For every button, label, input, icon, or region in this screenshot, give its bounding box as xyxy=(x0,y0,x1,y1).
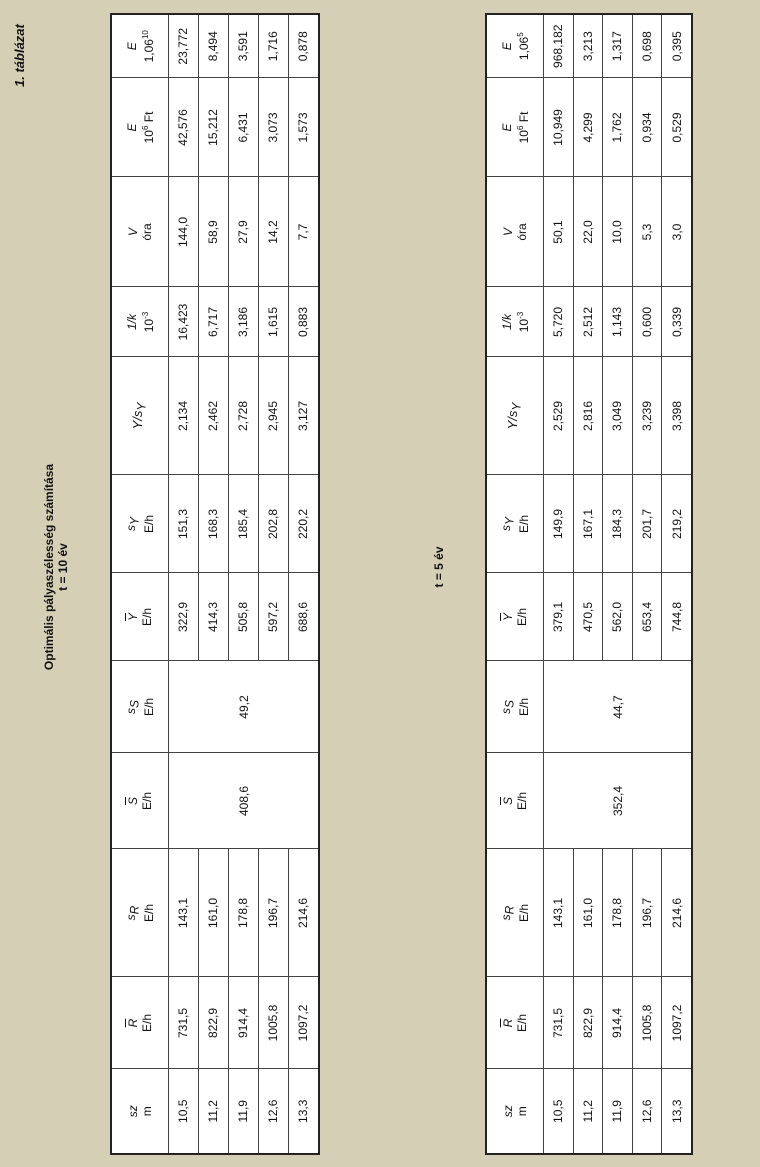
header-e-ft: E $10^6$ Ft xyxy=(111,78,169,177)
cell-s-y: 220,2 xyxy=(288,475,319,573)
cell-y-bar: 653,4 xyxy=(632,573,662,661)
cell-r-bar: 914,4 xyxy=(603,977,633,1069)
cell-s-y: 219,2 xyxy=(662,475,693,573)
cell-e-ratio: 0,878 xyxy=(288,14,319,78)
table-row xyxy=(662,14,693,1154)
cell-ratio: 2,462 xyxy=(198,357,228,475)
cell-inv-k: 5,720 xyxy=(544,287,574,357)
cell-r-bar: 1097,2 xyxy=(288,977,319,1069)
cell-r-bar: 731,5 xyxy=(544,977,574,1069)
table-t10 xyxy=(110,13,320,1155)
cell-inv-k: 6,717 xyxy=(198,287,228,357)
table-row xyxy=(198,14,228,1154)
cell-e-ft: 3,073 xyxy=(258,78,288,177)
header-r-bar: $\overline{R}$ E/h xyxy=(111,977,169,1069)
cell-e-ratio: 1,716 xyxy=(258,14,288,78)
cell-ratio: 3,239 xyxy=(632,357,662,475)
cell-s-r: 214,6 xyxy=(288,849,319,977)
cell-v: 22,0 xyxy=(573,177,603,287)
cell-s-y: 202,8 xyxy=(258,475,288,573)
cell-s-r: 178,8 xyxy=(603,849,633,977)
header-ratio: $Y/s_Y$ xyxy=(111,357,169,475)
cell-v: 58,9 xyxy=(198,177,228,287)
table1-header-row xyxy=(111,14,169,1154)
cell-r-bar: 731,5 xyxy=(169,977,199,1069)
cell-inv-k: 1,143 xyxy=(603,287,633,357)
header-s-s: $s_S$ E/h xyxy=(111,661,169,753)
table-row xyxy=(544,14,574,1154)
cell-s-r: 161,0 xyxy=(573,849,603,977)
header-s-r: $s_R$ E/h xyxy=(486,849,544,977)
cell-v: 10,0 xyxy=(603,177,633,287)
cell-ratio: 3,049 xyxy=(603,357,633,475)
cell-e-ratio: 23,772 xyxy=(169,14,199,78)
cell-v: 3,0 xyxy=(662,177,693,287)
cell-y-bar: 379,1 xyxy=(544,573,574,661)
cell-e-ratio: 8,494 xyxy=(198,14,228,78)
cell-e-ft: 0,529 xyxy=(662,78,693,177)
cell-ratio: 2,728 xyxy=(228,357,258,475)
table2-subtitle: t = 5 év xyxy=(432,546,446,588)
cell-sz: 12,6 xyxy=(632,1069,662,1154)
cell-e-ratio: 968,182 xyxy=(544,14,574,78)
table-row xyxy=(573,14,603,1154)
cell-s-r: 196,7 xyxy=(258,849,288,977)
cell-e-ratio: 0,698 xyxy=(632,14,662,78)
cell-y-bar: 744,8 xyxy=(662,573,693,661)
page-title: Optimális pályaszélesség számítása xyxy=(42,463,56,671)
table-row xyxy=(228,14,258,1154)
cell-s-y: 168,3 xyxy=(198,475,228,573)
cell-e-ft: 10,949 xyxy=(544,78,574,177)
cell-ratio: 2,945 xyxy=(258,357,288,475)
header-y-bar: $\overline{Y}$ E/h xyxy=(486,573,544,661)
cell-s-y: 149,9 xyxy=(544,475,574,573)
cell-e-ft: 42,576 xyxy=(169,78,199,177)
cell-s-r: 143,1 xyxy=(544,849,574,977)
cell-v: 27,9 xyxy=(228,177,258,287)
cell-ratio: 3,127 xyxy=(288,357,319,475)
cell-ratio: 2,816 xyxy=(573,357,603,475)
cell-r-bar: 1005,8 xyxy=(632,977,662,1069)
cell-s-s-merged: 44,7 xyxy=(544,661,693,753)
header-y-bar: $\overline{Y}$ E/h xyxy=(111,573,169,661)
cell-e-ft: 0,934 xyxy=(632,78,662,177)
cell-v: 14,2 xyxy=(258,177,288,287)
cell-sz: 10,5 xyxy=(544,1069,574,1154)
cell-sz: 13,3 xyxy=(662,1069,693,1154)
cell-y-bar: 470,5 xyxy=(573,573,603,661)
cell-s-s-merged: 49,2 xyxy=(169,661,320,753)
header-s-y: $s_Y$ E/h xyxy=(111,475,169,573)
cell-sz: 11,9 xyxy=(228,1069,258,1154)
table-row xyxy=(288,14,319,1154)
table-t5 xyxy=(485,13,693,1155)
header-s-s: $s_S$ E/h xyxy=(486,661,544,753)
table-row xyxy=(603,14,633,1154)
cell-sz: 13,3 xyxy=(288,1069,319,1154)
cell-s-y: 201,7 xyxy=(632,475,662,573)
table2-header-row xyxy=(486,14,544,1154)
header-s-bar: $\overline{S}$ E/h xyxy=(486,753,544,849)
cell-v: 5,3 xyxy=(632,177,662,287)
header-inv-k: 1/k $10^{-3}$ xyxy=(486,287,544,357)
cell-e-ft: 1,762 xyxy=(603,78,633,177)
header-sz: sz m xyxy=(111,1069,169,1154)
header-ratio: $Y/s_Y$ xyxy=(486,357,544,475)
cell-sz: 10,5 xyxy=(169,1069,199,1154)
cell-sz: 11,2 xyxy=(198,1069,228,1154)
cell-inv-k: 2,512 xyxy=(573,287,603,357)
cell-e-ratio: 1,317 xyxy=(603,14,633,78)
header-r-bar: $\overline{R}$ E/h xyxy=(486,977,544,1069)
header-inv-k: 1/k $10^{-3}$ xyxy=(111,287,169,357)
header-v: V óra xyxy=(486,177,544,287)
table1-subtitle: t = 10 év xyxy=(56,543,70,591)
cell-s-r: 214,6 xyxy=(662,849,693,977)
table-caption: 1. táblázat xyxy=(12,24,27,87)
cell-sz: 11,9 xyxy=(603,1069,633,1154)
cell-sz: 12,6 xyxy=(258,1069,288,1154)
cell-r-bar: 822,9 xyxy=(573,977,603,1069)
header-s-y: $s_Y$ E/h xyxy=(486,475,544,573)
cell-y-bar: 505,8 xyxy=(228,573,258,661)
cell-y-bar: 597,2 xyxy=(258,573,288,661)
cell-e-ft: 6,431 xyxy=(228,78,258,177)
cell-s-bar-merged: 408,6 xyxy=(169,753,320,849)
cell-s-y: 167,1 xyxy=(573,475,603,573)
cell-inv-k: 0,600 xyxy=(632,287,662,357)
header-v: V óra xyxy=(111,177,169,287)
cell-y-bar: 562,0 xyxy=(603,573,633,661)
cell-sz: 11,2 xyxy=(573,1069,603,1154)
table-row xyxy=(169,14,199,1154)
cell-e-ft: 15,212 xyxy=(198,78,228,177)
cell-r-bar: 914,4 xyxy=(228,977,258,1069)
cell-r-bar: 1005,8 xyxy=(258,977,288,1069)
cell-s-y: 184,3 xyxy=(603,475,633,573)
cell-e-ratio: 0,395 xyxy=(662,14,693,78)
cell-ratio: 2,529 xyxy=(544,357,574,475)
cell-inv-k: 1,615 xyxy=(258,287,288,357)
cell-inv-k: 0,883 xyxy=(288,287,319,357)
cell-e-ratio: 3,213 xyxy=(573,14,603,78)
cell-s-y: 185,4 xyxy=(228,475,258,573)
cell-r-bar: 1097,2 xyxy=(662,977,693,1069)
cell-s-bar-merged: 352,4 xyxy=(544,753,693,849)
table-row xyxy=(632,14,662,1154)
cell-ratio: 3,398 xyxy=(662,357,693,475)
cell-s-r: 161,0 xyxy=(198,849,228,977)
cell-s-y: 151,3 xyxy=(169,475,199,573)
cell-y-bar: 414,3 xyxy=(198,573,228,661)
cell-y-bar: 322,9 xyxy=(169,573,199,661)
cell-s-r: 178,8 xyxy=(228,849,258,977)
cell-y-bar: 688,6 xyxy=(288,573,319,661)
cell-inv-k: 0,339 xyxy=(662,287,693,357)
cell-e-ft: 4,299 xyxy=(573,78,603,177)
header-s-r: $s_R$ E/h xyxy=(111,849,169,977)
header-e-ratio: E 1,06$^5$ xyxy=(486,14,544,78)
header-s-bar: $\overline{S}$ E/h xyxy=(111,753,169,849)
cell-s-r: 196,7 xyxy=(632,849,662,977)
cell-v: 7,7 xyxy=(288,177,319,287)
cell-inv-k: 16,423 xyxy=(169,287,199,357)
table-row xyxy=(258,14,288,1154)
header-sz: sz m xyxy=(486,1069,544,1154)
cell-r-bar: 822,9 xyxy=(198,977,228,1069)
cell-s-r: 143,1 xyxy=(169,849,199,977)
cell-v: 50,1 xyxy=(544,177,574,287)
header-e-ft: E $10^6$ Ft xyxy=(486,78,544,177)
cell-v: 144,0 xyxy=(169,177,199,287)
cell-ratio: 2,134 xyxy=(169,357,199,475)
cell-inv-k: 3,186 xyxy=(228,287,258,357)
cell-e-ft: 1,573 xyxy=(288,78,319,177)
cell-e-ratio: 3,591 xyxy=(228,14,258,78)
header-e-ratio: E 1,06$^{10}$ xyxy=(111,14,169,78)
